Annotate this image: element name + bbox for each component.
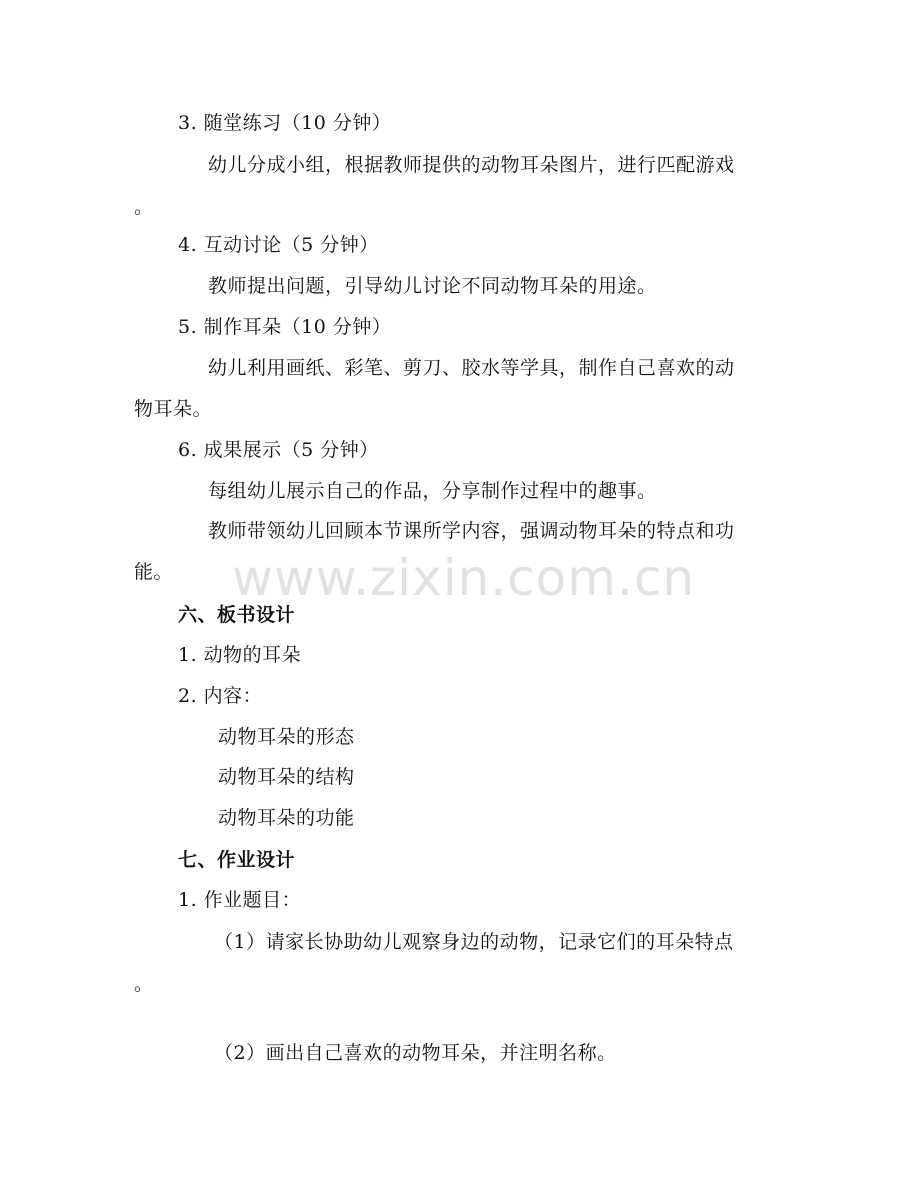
list-item-6-heading: 6. 成果展示（5 分钟） [178, 439, 379, 461]
list-item-3-heading: 3. 随堂练习（10 分钟） [178, 112, 392, 134]
paragraph-line: 能。 [134, 561, 174, 583]
paragraph-line: 幼儿分成小组，根据教师提供的动物耳朵图片，进行匹配游戏 [208, 154, 735, 176]
list-subitem: 动物耳朵的形态 [218, 726, 355, 748]
paragraph-line: 每组幼儿展示自己的作品，分享制作过程中的趣事。 [208, 480, 657, 502]
paragraph-line: 教师提出问题，引导幼儿讨论不同动物耳朵的用途。 [208, 275, 657, 297]
list-subitem: 动物耳朵的功能 [218, 807, 355, 829]
list-item: 1. 动物的耳朵 [178, 644, 302, 666]
list-item: 2. 内容： [178, 685, 263, 707]
paragraph-line: （1）请家长协助幼儿观察身边的动物，记录它们的耳朵特点 [214, 931, 734, 953]
list-subitem: 动物耳朵的结构 [218, 766, 355, 788]
section-heading-six: 六、板书设计 [178, 604, 296, 626]
section-heading-seven: 七、作业设计 [178, 849, 296, 871]
paragraph-line: 。 [134, 196, 154, 218]
paragraph-line: （2）画出自己喜欢的动物耳朵，并注明名称。 [214, 1042, 617, 1064]
paragraph-line: 。 [134, 973, 154, 995]
list-item: 1. 作业题目： [178, 889, 302, 911]
list-item-4-heading: 4. 互动讨论（5 分钟） [178, 234, 379, 256]
paragraph-line: 教师带领幼儿回顾本节课所学内容，强调动物耳朵的特点和功 [208, 520, 735, 542]
paragraph-line: 幼儿利用画纸、彩笔、剪刀、胶水等学具，制作自己喜欢的动 [208, 357, 735, 379]
watermark-text: www.zixin.com.cn [232, 549, 696, 607]
paragraph-line: 物耳朵。 [134, 398, 213, 420]
list-item-5-heading: 5. 制作耳朵（10 分钟） [178, 316, 392, 338]
